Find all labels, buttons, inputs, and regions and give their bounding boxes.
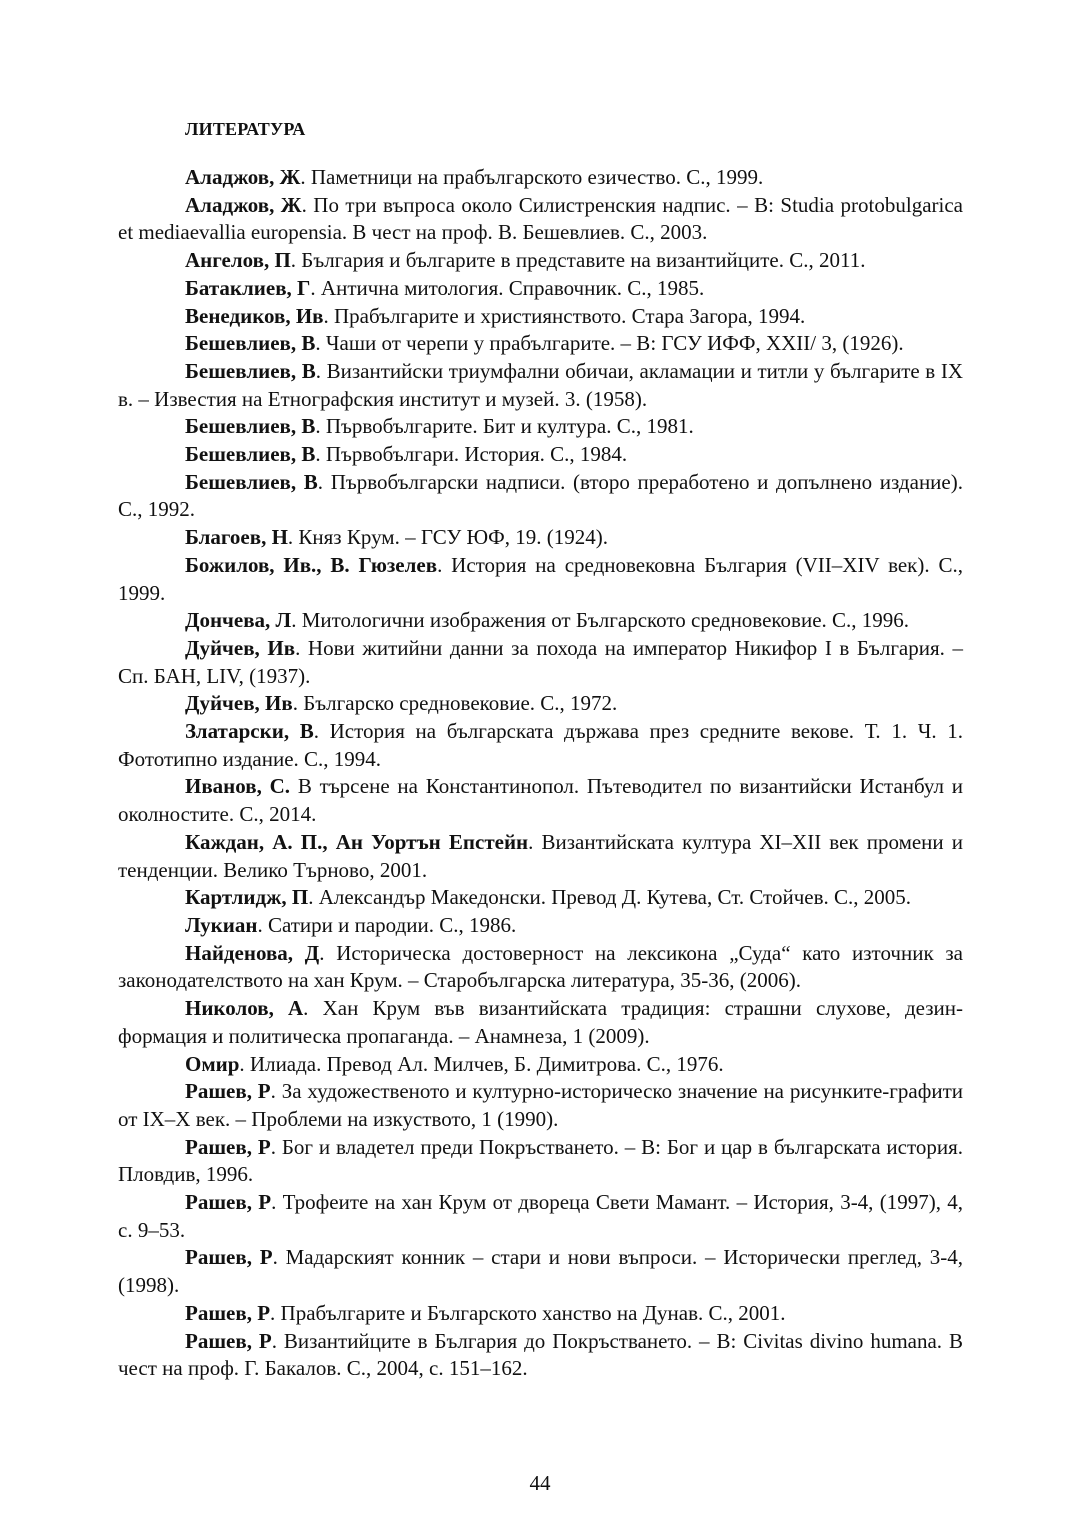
- reference-author: Венедиков, Ив: [185, 303, 324, 328]
- reference-text: . Първобългарите. Бит и култура. С., 1981.: [315, 414, 694, 439]
- reference-text: . Византийците в България до Покръстването. – В: Civitas divino humana. В чест на проф. Г. Бакалов. С., 2004, с. 151–162.: [118, 1328, 963, 1381]
- reference-text: . Прабългарите и християнството. Стара Загора, 1994.: [323, 303, 806, 328]
- reference-text: . По три въпроса около Силистренския надпис. – В: Studia protobulgarica et mediaevallia europensia. В чест на проф. В. Бешевлиев. С., 2003.: [118, 192, 963, 245]
- reference-entry: [118, 1189, 963, 1244]
- reference-entry: [118, 773, 963, 828]
- reference-entry: [118, 441, 963, 469]
- reference-text: . Историческа достоверност на лексикона „Суда“ като източник за законодателството на хан Крум. – Старобългарска литература, 35-36, (2006).: [118, 940, 963, 993]
- reference-entry: [118, 164, 963, 192]
- reference-text: . Чаши от черепи у прабългарите. – В: ГСУ ИФФ, XXII/ 3, (1926).: [315, 331, 904, 356]
- reference-entry: [118, 247, 963, 275]
- reference-author: Рашев, Р: [185, 1079, 271, 1104]
- reference-text: . Първобългарски надписи. (второ преработено и допълнено издание). С., 1992.: [118, 469, 963, 522]
- reference-entry: [118, 330, 963, 358]
- reference-text: . Прабългарите и Българското ханство на Дунав. С., 2001.: [270, 1300, 786, 1325]
- page-number: 44: [529, 1471, 551, 1495]
- bibliography-list: [118, 164, 963, 1383]
- reference-entry: [118, 995, 963, 1050]
- reference-text: . Трофеите на хан Крум от двореца Свети Мамант. – История, 3-4, (1997), 4, с. 9–53.: [118, 1190, 964, 1242]
- reference-entry: [118, 1134, 963, 1189]
- reference-text: . Сатири и пародии. С., 1986.: [257, 912, 517, 937]
- reference-entry: [118, 413, 963, 441]
- reference-text: . За художественото и културно-историческо значение на рисунките-графити от IX–X век. – Проблеми на изкуството, 1 (1990).: [118, 1079, 963, 1131]
- reference-author: Картлидж, П: [185, 885, 309, 910]
- reference-author: Бешевлиев, В: [185, 331, 316, 356]
- reference-text: . Княз Крум. – ГСУ ЮФ, 19. (1924).: [287, 525, 608, 550]
- reference-author: Рашев, Р: [185, 1245, 273, 1270]
- reference-text: . Илиада. Превод Ал. Милчев, Б. Димитрова. С., 1976.: [239, 1051, 724, 1076]
- reference-author: Рашев, Р: [185, 1134, 271, 1159]
- reference-author: Батаклиев, Г: [185, 275, 311, 300]
- reference-text: . Александър Македонски. Превод Д. Кутева, Ст. Стойчев. С., 2005.: [308, 885, 911, 910]
- reference-author: Омир: [185, 1051, 240, 1076]
- reference-author: Николов, А: [185, 996, 304, 1021]
- reference-author: Иванов, С.: [185, 774, 291, 799]
- reference-text: . Паметници на прабългарското езичество. С., 1999.: [300, 165, 764, 189]
- reference-author: Бешевлиев, В: [185, 414, 316, 439]
- reference-text: . Българско средновековие. С., 1972.: [292, 691, 618, 716]
- reference-author: Дуйчев, Ив: [185, 691, 293, 716]
- reference-entry: [118, 940, 963, 995]
- reference-author: Ангелов, П: [185, 248, 291, 273]
- reference-entry: [118, 1078, 963, 1133]
- reference-entry: [118, 1300, 963, 1328]
- reference-author: Благоев, Н: [185, 525, 288, 550]
- reference-entry: [118, 303, 963, 331]
- reference-author: Рашев, Р: [185, 1328, 272, 1353]
- reference-text: . Византийската култура XI–XII век промени и тенденции. Велико Търново, 2001.: [118, 829, 963, 882]
- reference-text: . Хан Крум във византийската традиция: страшни слухове, дезин-формация и политическа пропаганда. – Анамнеза, 1 (2009).: [118, 996, 964, 1048]
- reference-author: Бешевлиев, В: [185, 469, 318, 494]
- reference-entry: [118, 192, 963, 247]
- reference-text: . Бог и владетел преди Покръстването. – В: Бог и цар в българската история. Пловдив, 1996.: [118, 1134, 964, 1187]
- reference-text: . Византийски триумфални обичаи, акламации и титли у българите в IX в. – Известия на Етнографския институт и музей. 3. (1958).: [118, 358, 964, 411]
- reference-entry: [118, 884, 963, 912]
- reference-author: Дончева, Л: [185, 608, 292, 633]
- reference-entry: [118, 469, 963, 524]
- reference-entry: [118, 358, 963, 413]
- reference-entry: [118, 718, 963, 773]
- reference-text: . История на българската държава през средните векове. Т. 1. Ч. 1. Фототипно издание. С., 1994.: [118, 719, 963, 771]
- reference-text: В търсене на Константинопол. Пътеводител по византийски Истанбул и околностите. С., 2014.: [118, 774, 964, 827]
- reference-entry: [118, 1244, 963, 1299]
- reference-author: Лукиан: [185, 912, 258, 937]
- reference-entry: [118, 829, 963, 884]
- reference-text: . Митологични изображения от Българското средновековие. С., 1996.: [291, 608, 910, 633]
- reference-entry: [118, 1328, 963, 1383]
- reference-entry: [118, 275, 963, 303]
- reference-text: . Нови житийни данни за похода на император Никифор I в България. – Сп. БАН, LIV, (1937).: [118, 635, 963, 688]
- reference-text: . Мадарският конник – стари и нови въпроси. – Исторически преглед, 3-4, (1998).: [118, 1245, 964, 1298]
- reference-entry: [118, 690, 963, 718]
- reference-author: Рашев, Р: [185, 1300, 271, 1325]
- reference-author: Найденова, Д: [185, 940, 320, 965]
- page-heading: ЛИТЕРАТУРА: [185, 119, 306, 139]
- reference-author: Аладжов, Ж: [185, 165, 301, 189]
- reference-entry: [118, 1051, 963, 1079]
- reference-author: Аладжов, Ж: [185, 192, 302, 217]
- reference-author: Бешевлиев, В: [185, 358, 316, 383]
- reference-entry: [118, 635, 963, 690]
- reference-author: Златарски, В: [185, 719, 314, 744]
- reference-text: . Първобългари. История. С., 1984.: [315, 442, 628, 467]
- reference-author: Дуйчев, Ив: [185, 635, 296, 660]
- reference-author: Рашев, Р: [185, 1190, 272, 1215]
- reference-text: . България и българите в представите на византийците. С., 2011.: [290, 248, 866, 273]
- reference-author: Каждан, А. П., Ан Уортън Епстейн: [185, 829, 529, 854]
- reference-author: Бешевлиев, В: [185, 442, 316, 467]
- reference-entry: [118, 524, 963, 552]
- reference-text: . Антична митология. Справочник. С., 1985.: [310, 275, 705, 300]
- reference-author: Божилов, Ив., В. Гюзелев: [185, 552, 438, 577]
- reference-entry: [118, 552, 963, 607]
- reference-entry: [118, 607, 963, 635]
- reference-entry: [118, 912, 963, 940]
- reference-text: . История на средновековна България (VII–XIV век). С., 1999.: [118, 552, 963, 605]
